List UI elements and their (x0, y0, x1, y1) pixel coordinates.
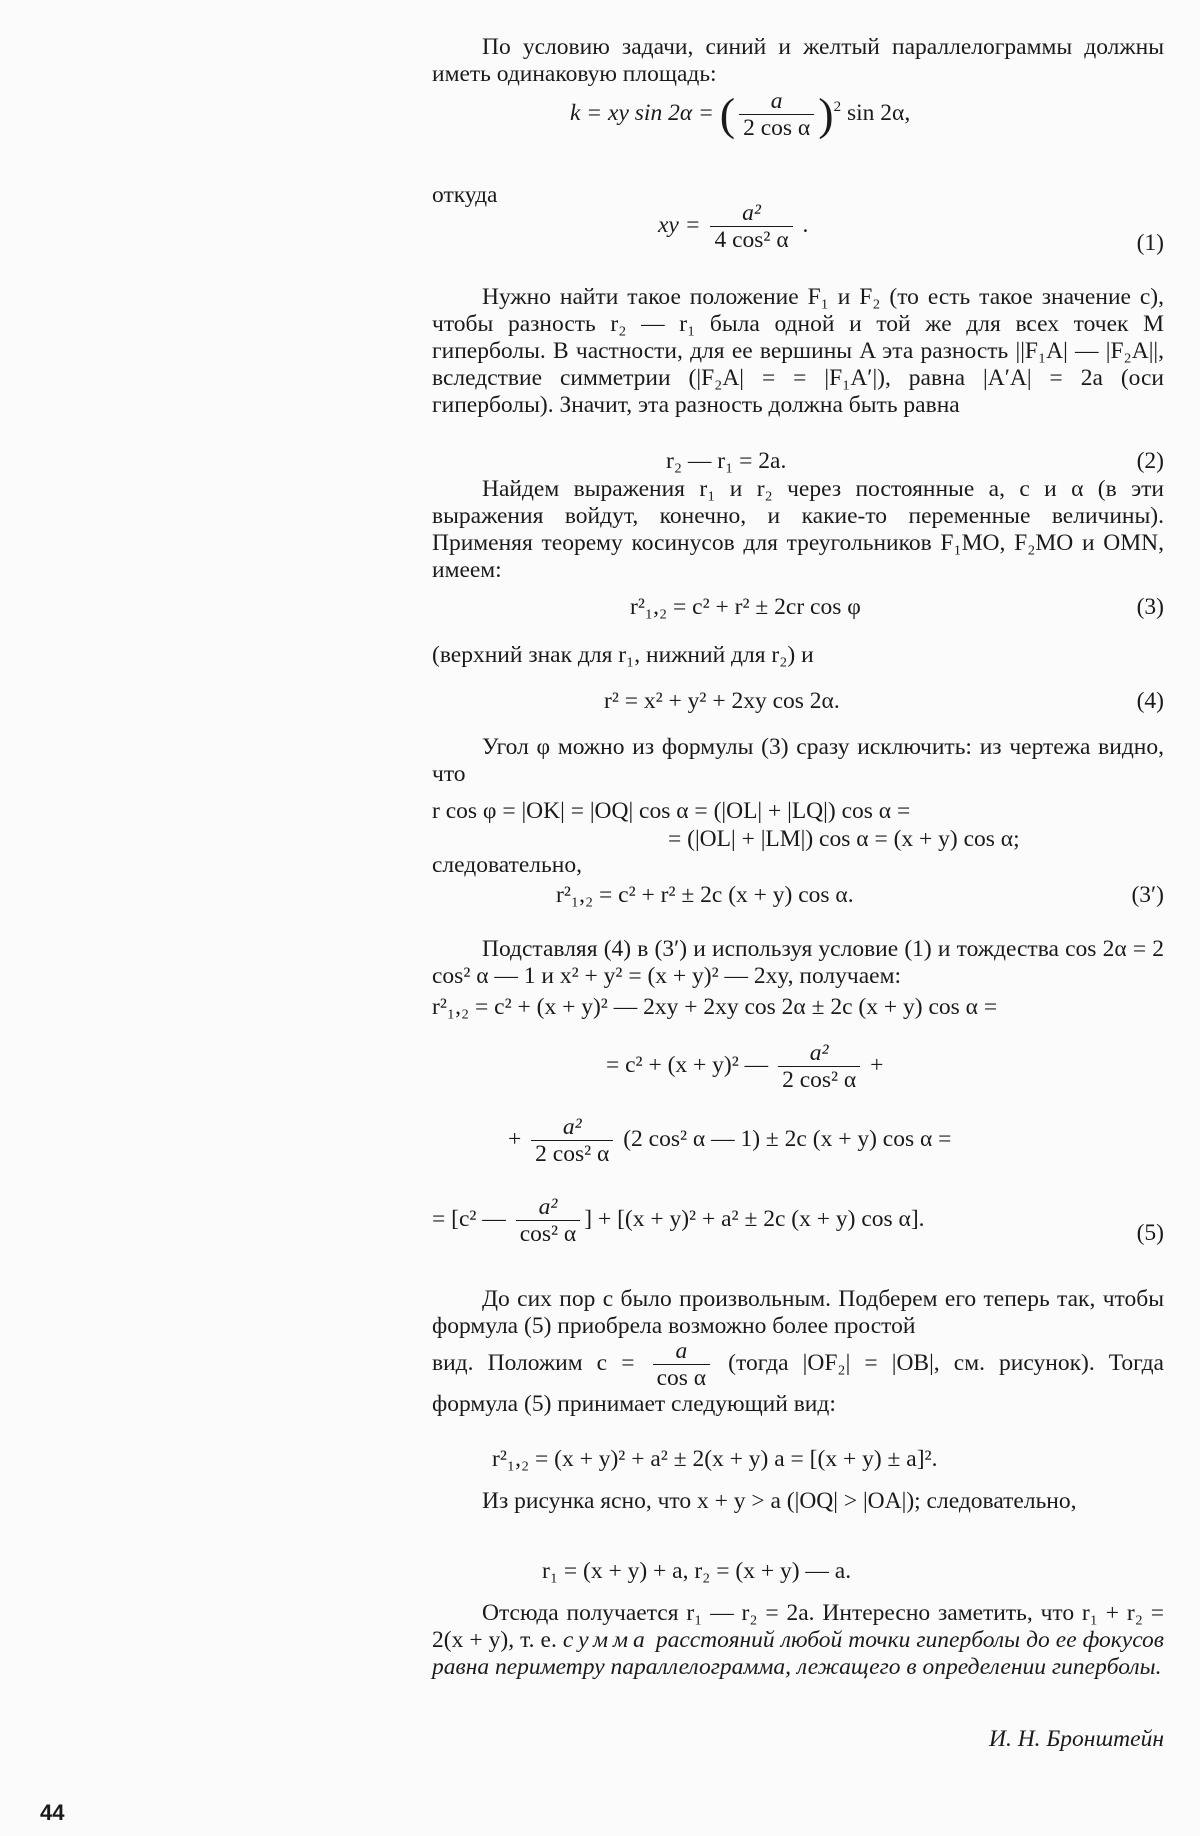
equation-6: r²₁,₂ = (x + y)² + a² ± 2(x + y) a = [(x + y) ± a]². (492, 1446, 938, 1472)
paragraph-conclusion (432, 1600, 1164, 1681)
page-number: 44 (40, 1800, 65, 1825)
p6b-den: cos α (656, 1365, 707, 1391)
eq5d-left: = [c² — (432, 1205, 512, 1232)
eq1-den: 4 cos² α (714, 227, 789, 253)
equation-7: r₁ = (x + y) + a, r₂ = (x + y) — a. (542, 1558, 852, 1584)
eq-k-den: 2 cos α (743, 115, 811, 141)
p8-b: расстояний любой точки гиперболы до ее фокусов равна периметру параллелограмма, лежащего в определении гиперболы. (432, 1627, 1164, 1680)
author-signature: И. Н. Бронштейн (988, 1726, 1164, 1752)
otkuda-label: откуда (432, 182, 498, 208)
paragraph-choose-c-2 (432, 1338, 1164, 1418)
p8-emphasis: сумма (562, 1627, 650, 1653)
p6b-right: (тогда |OF₂| = |OB|, см. рисунок). Тогда формула (5) принимает следующий вид: (432, 1349, 1164, 1417)
eq5d-right: ] + [(x + y)² + a² ± 2c (x + y) cos α]. (584, 1205, 925, 1232)
eq5b-den: 2 cos² α (782, 1067, 857, 1093)
equation-rcos-1: r cos φ = |OK| = |OQ| cos α = (|OL| + |LQ|) cos α = (432, 798, 911, 824)
eq5d-num: a² (538, 1194, 558, 1220)
paragraph-signs: (верхний знак для r₁, нижний для r₂) и (432, 642, 814, 668)
paragraph-foci: Нужно найти такое положение F₁ и F₂ (то есть такое значение c), чтобы разность r₂ — r₁ была одной и той же для всех точек M гиперболы. В частности, для ее вершины A эта разность ||F₁A| — |F₂A||, вследствие симметрии (|F₂A| = = |F₁A′|), равна |A′A| = 2a (оси гиперболы). Значит, эта разность должна быть равна (432, 284, 1164, 418)
paragraph-angle: Угол φ можно из формулы (3) сразу исключить: из чертежа видно, что (432, 734, 1164, 787)
equation-5a: r²₁,₂ = c² + (x + y)² — 2xy + 2xy cos 2α ± 2c (x + y) cos α = (432, 994, 998, 1020)
paragraph-figure: Из рисунка ясно, что x + y > a (|OQ| > |OA|); следовательно, (482, 1488, 1077, 1514)
eq1-left: xy = (658, 211, 707, 238)
equation-2-tag: (2) (1136, 448, 1164, 474)
eq5c-den: 2 cos² α (535, 1141, 610, 1167)
eq-k-left: k = xy sin 2α = (570, 99, 720, 126)
equation-5c (508, 1114, 951, 1167)
eq5b-num: a² (809, 1040, 829, 1066)
equation-5d (432, 1194, 925, 1247)
p8-a: Отсюда получается r₁ — r₂ = 2a. Интересно заметить, что r₁ + r₂ = 2(x + y), т. е. (432, 1600, 1164, 1653)
eq5c-num: a² (562, 1114, 582, 1140)
equation-4: r² = x² + y² + 2xy cos 2α. (604, 688, 840, 714)
equation-2: r₂ — r₁ = 2a. (666, 448, 787, 474)
equation-1-tag: (1) (1136, 230, 1164, 256)
sledovatelno-label: следовательно, (432, 852, 582, 878)
equation-k: k = xy sin 2α = ( $\frac{a}{\text{2 cos α}}$ )$^2$ sin 2α, (570, 88, 911, 141)
equation-3-prime-tag: (3′) (1131, 882, 1164, 908)
eq5b-left: = c² + (x + y)² — (606, 1051, 775, 1078)
eq5c-right: (2 cos² α — 1) ± 2c (x + y) cos α = (617, 1125, 952, 1152)
eq-k-right: sin 2α, (846, 99, 911, 126)
eq-k-num: a (770, 88, 783, 114)
equation-1: xy = $\frac{\text{a²}}{\text{4 cos² α}}$ . (658, 200, 809, 253)
equation-5b (606, 1040, 883, 1093)
eq5d-den: cos² α (519, 1221, 577, 1247)
equation-3-tag: (3) (1136, 594, 1164, 620)
paragraph-choose-c: До сих пор c было произвольным. Подберем его теперь так, чтобы формула (5) приобрела возможно более простой (432, 1286, 1164, 1339)
paragraph-expressions: Найдем выражения r₁ и r₂ через постоянные a, c и α (в эти выражения войдут, конечно, и какие-то переменные величины). Применяя теорему косинусов для треугольников F₁MO, F₂MO и OMN, имеем: (432, 476, 1164, 583)
eq-k-fraction (739, 88, 814, 141)
equation-3-prime: r²₁,₂ = c² + r² ± 2c (x + y) cos α. (556, 882, 854, 908)
eq5b-right: + (864, 1051, 884, 1078)
equation-rcos-2: = (|OL| + |LM|) cos α = (x + y) cos α; (668, 826, 1020, 852)
eq5c-left: + (508, 1125, 528, 1152)
equation-3: r²₁,₂ = c² + r² ± 2cr cos φ (630, 594, 861, 620)
equation-4-tag: (4) (1136, 688, 1164, 714)
paragraph-intro: По условию задачи, синий и желтый параллелограммы должны иметь одинаковую площадь: (432, 34, 1164, 87)
p6b-left: вид. Положим c = (432, 1349, 649, 1376)
equation-5-tag: (5) (1136, 1220, 1164, 1246)
p6b-num: a (675, 1338, 688, 1364)
eq1-num: a² (742, 200, 761, 226)
paragraph-substitution: Подставляя (4) в (3′) и используя условие (1) и тождества cos 2α = 2 cos² α — 1 и x² + y² = (x + y)² — 2xy, получаем: (432, 936, 1164, 989)
